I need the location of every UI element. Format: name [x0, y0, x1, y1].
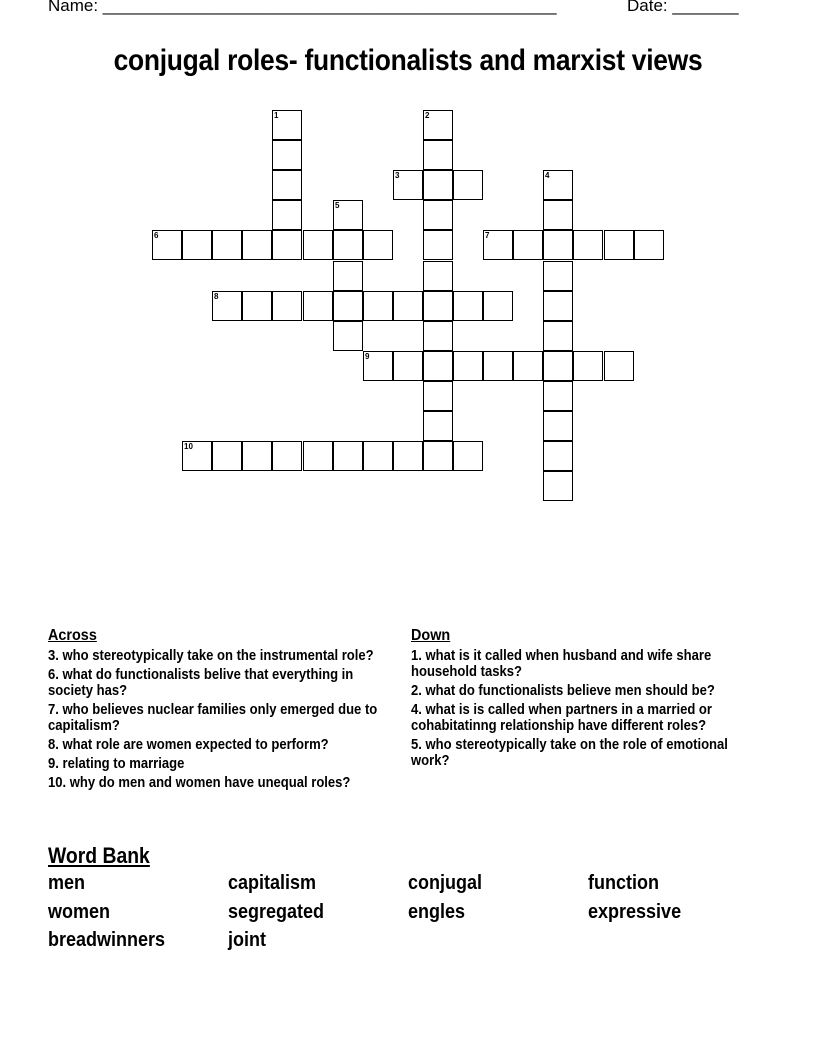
down-heading: Down: [411, 627, 451, 644]
word-bank-word: conjugal: [408, 872, 483, 894]
crossword-cell[interactable]: [543, 230, 573, 260]
crossword-cell[interactable]: [543, 471, 573, 501]
crossword-cell[interactable]: [333, 441, 363, 471]
crossword-cell[interactable]: [423, 321, 453, 351]
across-clue: 10. why do men and women have unequal roles?: [48, 775, 351, 791]
crossword-cell[interactable]: [333, 200, 363, 230]
crossword-cell[interactable]: [212, 291, 242, 321]
crossword-cell[interactable]: [604, 230, 634, 260]
clue-number: 6: [154, 231, 159, 240]
crossword-cell[interactable]: [513, 351, 543, 381]
crossword-cell[interactable]: [272, 230, 302, 260]
crossword-cell[interactable]: [303, 441, 333, 471]
crossword-cell[interactable]: [242, 441, 272, 471]
name-line: Name: ________________________________________________: [48, 0, 557, 15]
crossword-cell[interactable]: [272, 200, 302, 230]
crossword-cell[interactable]: [483, 291, 513, 321]
word-bank-title: Word Bank: [48, 843, 150, 868]
crossword-cell[interactable]: [573, 351, 603, 381]
crossword-cell[interactable]: [453, 441, 483, 471]
crossword-cell[interactable]: [543, 441, 573, 471]
page-title: conjugal roles- functionalists and marxist views: [113, 44, 703, 77]
crossword-cell[interactable]: [483, 230, 513, 260]
word-bank-word: function: [588, 872, 659, 894]
crossword-cell[interactable]: [543, 321, 573, 351]
crossword-cell[interactable]: [212, 441, 242, 471]
word-bank-word: segregated: [228, 901, 325, 923]
word-bank-word: joint: [228, 929, 266, 951]
across-heading: Across: [48, 627, 97, 644]
crossword-cell[interactable]: [393, 170, 423, 200]
word-bank-word: breadwinners: [48, 929, 166, 951]
crossword-cell[interactable]: [543, 291, 573, 321]
clue-number: 1: [274, 111, 279, 120]
crossword-cell[interactable]: [182, 441, 212, 471]
crossword-cell[interactable]: [423, 170, 453, 200]
crossword-cell[interactable]: [333, 291, 363, 321]
across-clue: 6. what do functionalists belive that everything in society has?: [48, 667, 354, 699]
crossword-cell[interactable]: [242, 230, 272, 260]
crossword-cell[interactable]: [423, 291, 453, 321]
across-clue: 7. who believes nuclear families only emerged due to capitalism?: [48, 702, 378, 734]
crossword-grid: [0, 0, 816, 480]
across-clue: 9. relating to marriage: [48, 756, 185, 772]
date-line: Date: _______: [627, 0, 739, 15]
crossword-cell[interactable]: [453, 291, 483, 321]
clue-number: 5: [335, 201, 340, 210]
crossword-cell[interactable]: [423, 411, 453, 441]
crossword-cell[interactable]: [272, 140, 302, 170]
crossword-cell[interactable]: [543, 351, 573, 381]
clue-number: 8: [214, 292, 219, 301]
clue-number: 2: [425, 111, 430, 120]
crossword-cell[interactable]: [333, 261, 363, 291]
word-bank-word: engles: [408, 901, 466, 923]
word-bank-word: men: [48, 872, 86, 894]
crossword-cell[interactable]: [634, 230, 664, 260]
crossword-cell[interactable]: [423, 200, 453, 230]
down-clue: 5. who stereotypically take on the role of emotional work?: [411, 737, 728, 769]
crossword-cell[interactable]: [333, 321, 363, 351]
crossword-cell[interactable]: [363, 441, 393, 471]
crossword-cell[interactable]: [453, 351, 483, 381]
crossword-cell[interactable]: [453, 170, 483, 200]
crossword-cell[interactable]: [393, 351, 423, 381]
crossword-cell[interactable]: [303, 230, 333, 260]
crossword-cell[interactable]: [543, 411, 573, 441]
down-clue: 4. what is is called when partners in a married or cohabitatinng relationship have different roles?: [411, 702, 712, 734]
crossword-cell[interactable]: [393, 441, 423, 471]
crossword-cell[interactable]: [303, 291, 333, 321]
down-clues: [411, 627, 756, 772]
crossword-cell[interactable]: [363, 351, 393, 381]
crossword-cell[interactable]: [604, 351, 634, 381]
crossword-cell[interactable]: [513, 230, 543, 260]
down-clue: 1. what is it called when husband and wife share household tasks?: [411, 648, 712, 680]
clue-number: 9: [365, 352, 370, 361]
crossword-cell[interactable]: [393, 291, 423, 321]
clue-number: 4: [545, 171, 550, 180]
crossword-cell[interactable]: [363, 230, 393, 260]
crossword-cell[interactable]: [152, 230, 182, 260]
crossword-cell[interactable]: [272, 170, 302, 200]
crossword-cell[interactable]: [423, 110, 453, 140]
clue-number: 10: [184, 442, 193, 451]
crossword-cell[interactable]: [543, 381, 573, 411]
crossword-cell[interactable]: [423, 261, 453, 291]
crossword-cell[interactable]: [272, 291, 302, 321]
crossword-cell[interactable]: [333, 230, 363, 260]
crossword-cell[interactable]: [272, 441, 302, 471]
word-bank-word: expressive: [588, 901, 682, 923]
word-bank-word: capitalism: [228, 872, 317, 894]
crossword-cell[interactable]: [182, 230, 212, 260]
crossword-cell[interactable]: [543, 261, 573, 291]
crossword-cell[interactable]: [423, 230, 453, 260]
clue-number: 3: [395, 171, 400, 180]
crossword-cell[interactable]: [423, 351, 453, 381]
crossword-cell[interactable]: [272, 110, 302, 140]
across-clue: 8. what role are women expected to perform?: [48, 737, 329, 753]
crossword-cell[interactable]: [573, 230, 603, 260]
crossword-cell[interactable]: [423, 140, 453, 170]
crossword-cell[interactable]: [483, 351, 513, 381]
crossword-cell[interactable]: [363, 291, 393, 321]
crossword-cell[interactable]: [423, 441, 453, 471]
crossword-cell[interactable]: [212, 230, 242, 260]
crossword-cell[interactable]: [242, 291, 272, 321]
across-clue: 3. who stereotypically take on the instrumental role?: [48, 648, 374, 664]
word-bank-word: women: [48, 901, 111, 923]
clue-number: 7: [485, 231, 490, 240]
across-clues: [48, 627, 393, 794]
down-clue: 2. what do functionalists believe men should be?: [411, 683, 715, 699]
crossword-cell[interactable]: [543, 170, 573, 200]
crossword-cell[interactable]: [423, 381, 453, 411]
crossword-cell[interactable]: [543, 200, 573, 230]
